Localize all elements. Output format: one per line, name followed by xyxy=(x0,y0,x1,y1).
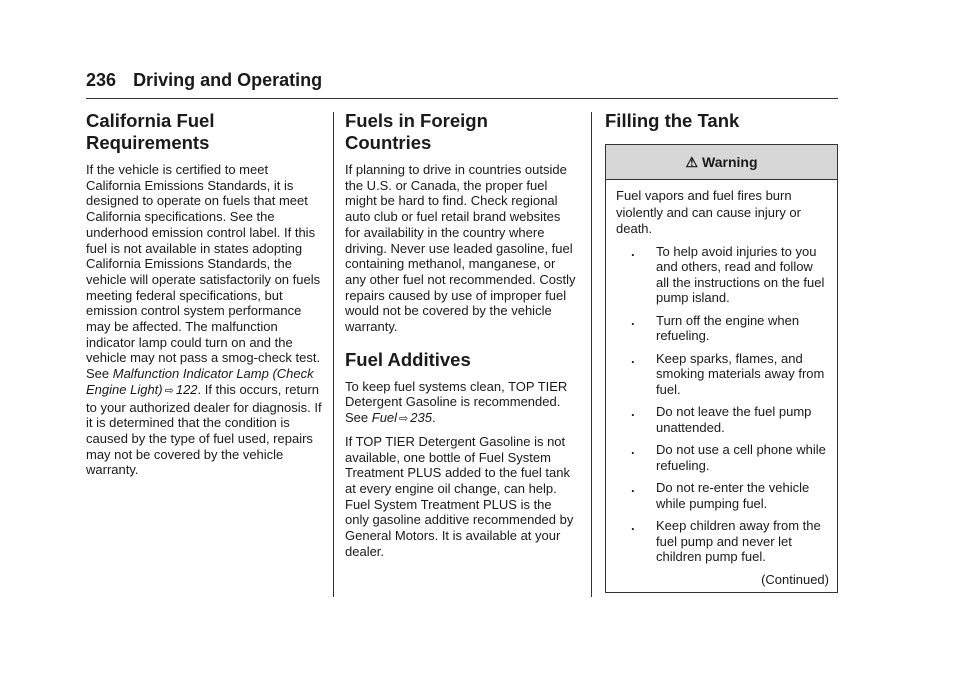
bullet-text: Turn off the engine when refueling. xyxy=(656,312,800,343)
list-item xyxy=(616,480,829,511)
page-ref-icon: ⇨ xyxy=(399,413,409,426)
column-foreign-fuels xyxy=(345,108,579,559)
column-divider-2 xyxy=(591,112,592,597)
warning-body xyxy=(606,180,837,592)
page-ref-icon: ⇨ xyxy=(164,384,174,397)
foreign-fuels-body: If planning to drive in countries outside the U.S. or Canada, the proper fuel might be hard to find. Check regional auto club or fuel retail brand websites for availability in the country where driving. Never use leaded gasoline, fuel containing methanol, manganese, or any other fuel not recommended. Costly repairs caused by use of improper fuel would not be covered by the vehicle warranty. xyxy=(345,162,576,335)
additives-p1-end: . xyxy=(431,410,436,426)
continued-label: (Continued) xyxy=(761,571,829,587)
mil-xref-link[interactable]: Malfunction Indicator Lamp (Check Engine Light) xyxy=(86,366,314,397)
filling-tank-heading: Filling the Tank xyxy=(605,110,740,131)
california-body-end: . If this occurs, return to your authorized dealer for diagnosis. If it is determined that the condition is caused by the type of fuel used, repairs may not be covered by the vehicle warranty. xyxy=(86,381,322,478)
fuel-additives-p1 xyxy=(345,379,579,428)
list-item xyxy=(616,313,829,344)
list-item xyxy=(616,518,829,565)
bullet-text: Do not re-enter the vehicle while pumping fuel. xyxy=(656,480,810,511)
bullet-icon: . xyxy=(631,312,635,328)
fuel-additives-heading: Fuel Additives xyxy=(345,348,471,370)
fuel-xref-link[interactable]: Fuel xyxy=(371,410,398,426)
list-item xyxy=(616,351,829,398)
bullet-icon: . xyxy=(631,518,635,533)
list-item xyxy=(616,404,829,435)
bullet-icon: . xyxy=(631,442,635,457)
bullet-icon: . xyxy=(631,350,635,366)
warning-box xyxy=(605,144,838,593)
mil-xref-page[interactable]: 122 xyxy=(175,381,198,397)
section-title: Driving and Operating xyxy=(133,70,323,90)
bullet-icon: . xyxy=(631,243,635,259)
bullet-text: To help avoid injuries to you and others, read and follow all the instructions on the fuel pump island. xyxy=(656,243,825,305)
warning-header xyxy=(606,145,837,180)
bullet-text: Keep sparks, flames, and smoking materials away from fuel. xyxy=(656,350,825,397)
column-california-fuel xyxy=(86,108,323,478)
list-item xyxy=(616,442,829,473)
warning-label: Warning xyxy=(702,154,758,170)
column-filling-tank xyxy=(605,108,838,593)
column-divider-1 xyxy=(333,112,334,597)
fuel-additives-p2: If TOP TIER Detergent Gasoline is not available, one bottle of Fuel System Treatment PLUS added to the fuel tank at every engine oil change, can help. Fuel System Treatment PLUS is the only gasoline additive recommended by General Motors. It is available at your dealer. xyxy=(345,433,574,559)
page-number: 236 xyxy=(86,70,117,90)
foreign-fuels-heading: Fuels in Foreign Countries xyxy=(345,110,488,153)
california-fuel-heading: California Fuel Requirements xyxy=(86,110,215,153)
list-item xyxy=(616,244,829,306)
warning-triangle-icon: ⚠ xyxy=(685,153,699,170)
warning-intro: Fuel vapors and fuel fires burn violently and can cause injury or death. xyxy=(616,188,801,236)
bullet-text: Keep children away from the fuel pump and never let children pump fuel. xyxy=(656,518,821,564)
page-header xyxy=(86,70,322,91)
bullet-text: Do not use a cell phone while refueling. xyxy=(656,442,826,473)
california-fuel-body xyxy=(86,162,323,478)
bullet-text: Do not leave the fuel pump unattended. xyxy=(656,404,812,435)
california-body-start: If the vehicle is certified to meet California Emissions Standards, it is designed to operate on fuels that meet California specifications. See the underhood emission control label. If this fuel is not available in states adopting California Emissions Standards, the vehicle will operate satisfactorily on fuels meeting federal specifications, but emission control system performance may be affected. The malfunction indicator lamp could turn on and the vehicle may not pass a smog-check test. See xyxy=(86,162,321,382)
fuel-xref-page[interactable]: 235 xyxy=(410,410,432,426)
additives-p1-start: To keep fuel systems clean, TOP TIER Detergent Gasoline is recommended. See xyxy=(345,378,568,426)
bullet-icon: . xyxy=(631,480,635,495)
warning-list xyxy=(616,244,829,565)
bullet-icon: . xyxy=(631,404,635,419)
header-rule xyxy=(86,98,838,99)
